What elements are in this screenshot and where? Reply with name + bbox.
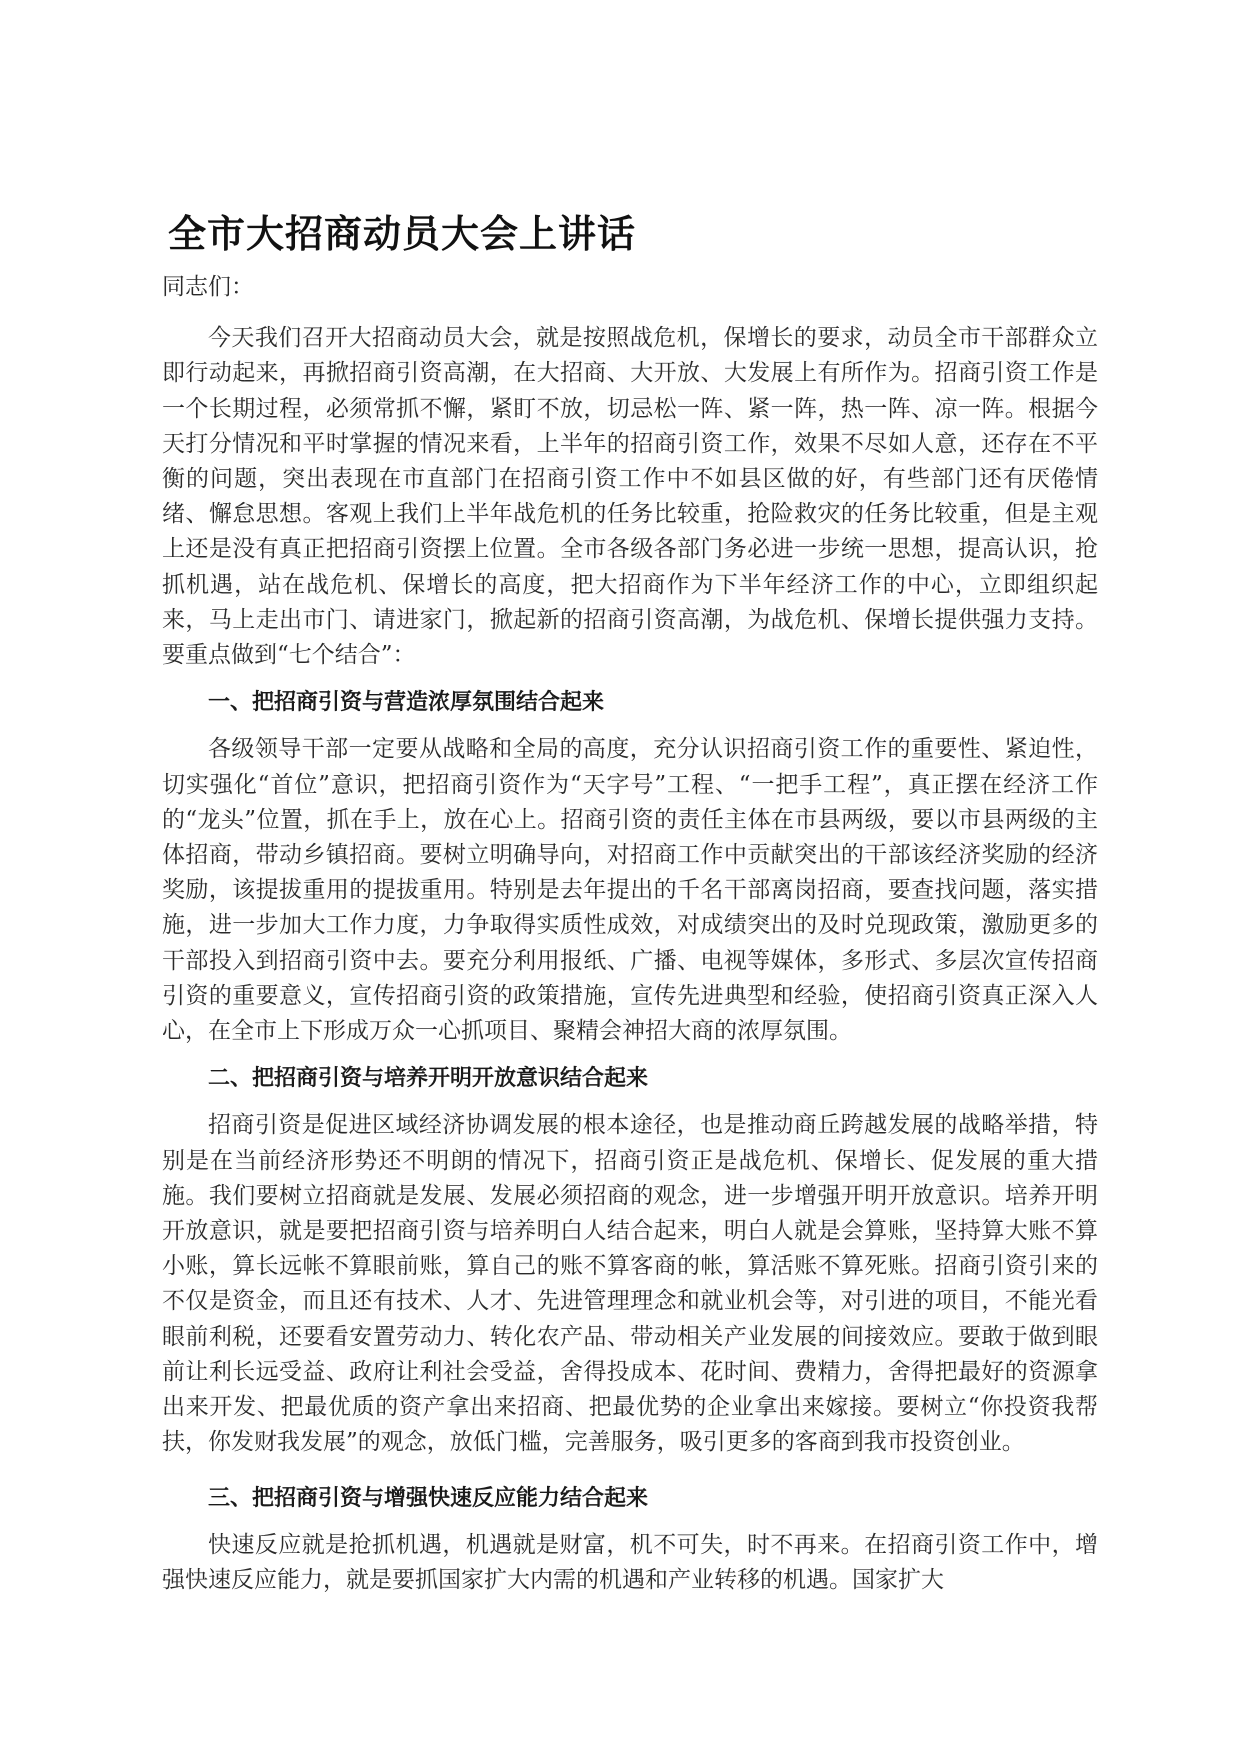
greeting: 同志们： [162,274,254,300]
section-paragraph-2: 招商引资是促进区域经济协调发展的根本途径，也是推动商丘跨越发展的战略举措，特别是在当前经济形势还不明朗的情况下，招商引资正是战危机、保增长、促发展的重大措施。我们要树立招商就是发展、发展必须招商的观念，进一步增强开明开放意识。培养开明开放意识，就是要把招商引资与培养明白人结合起来，明白人就是会算账，坚持算大账不算小账，算长远帐不算眼前账，算自己的账不算客商的帐，算活账不算死账。招商引资引来的不仅是资金，而且还有技术、人才、先进管理理念和就业机会等，对引进的项目，不能光看眼前利税，还要看安置劳动力、转化农产品、带动相关产业发展的间接效应。要敢于做到眼前让利长远受益、政府让利社会受益，舍得投成本、花时间、费精力，舍得把最好的资源拿出来开发、把最优质的资产拿出来招商、把最优势的企业拿出来嫁接。要树立“你投资我帮扶，你发财我发展”的观念，放低门槛，完善服务，吸引更多的客商到我市投资创业。 [162,1112,1098,1456]
intro-paragraph: 今天我们召开大招商动员大会，就是按照战危机，保增长的要求，动员全市干部群众立即行动起来，再掀招商引资高潮，在大招商、大开放、大发展上有所作为。招商引资工作是一个长期过程，必须常抓不懈，紧盯不放，切忌松一阵、紧一阵，热一阵、凉一阵。根据今天打分情况和平时掌握的情况来看，上半年的招商引资工作，效果不尽如人意，还存在不平衡的问题，突出表现在市直部门在招商引资工作中不如县区做的好，有些部门还有厌倦情绪、懈怠思想。客观上我们上半年战危机的任务比较重，抢险救灾的任务比较重，但是主观上还是没有真正把招商引资摆上位置。全市各级各部门务必进一步统一思想，提高认识，抢抓机遇，站在战危机、保增长的高度，把大招商作为下半年经济工作的中心，立即组织起来，马上走出市门、请进家门，掀起新的招商引资高潮，为战危机、保增长提供强力支持。要重点做到“七个结合”： [162,325,1098,669]
document-title: 全市大招商动员大会上讲话 [168,212,637,256]
section-heading-2: 二、把招商引资与培养开明开放意识结合起来 [208,1066,649,1092]
section-paragraph-1: 各级领导干部一定要从战略和全局的高度，充分认识招商引资工作的重要性、紧迫性，切实强化“首位”意识，把招商引资作为“天字号”工程、“一把手工程”，真正摆在经济工作的“龙头”位置，抓在手上，放在心上。招商引资的责任主体在市县两级，要以市县两级的主体招商，带动乡镇招商。要树立明确导向，对招商工作中贡献突出的干部该经济奖励的经济奖励，该提拔重用的提拔重用。特别是去年提出的千名干部离岗招商，要查找问题，落实措施，进一步加大工作力度，力争取得实质性成效，对成绩突出的及时兑现政策，激励更多的干部投入到招商引资中去。要充分利用报纸、广播、电视等媒体，多形式、多层次宣传招商引资的重要意义，宣传招商引资的政策措施，宣传先进典型和经验，使招商引资真正深入人心，在全市上下形成万众一心抓项目、聚精会神招大商的浓厚氛围。 [162,736,1098,1045]
section-heading-3: 三、把招商引资与增强快速反应能力结合起来 [208,1485,649,1511]
section-heading-1: 一、把招商引资与营造浓厚氛围结合起来 [208,690,605,716]
section-paragraph-3: 快速反应就是抢抓机遇，机遇就是财富，机不可失，时不再来。在招商引资工作中，增强快速反应能力，就是要抓国家扩大内需的机遇和产业转移的机遇。国家扩大 [162,1531,1098,1593]
document-body [162,270,1098,1598]
